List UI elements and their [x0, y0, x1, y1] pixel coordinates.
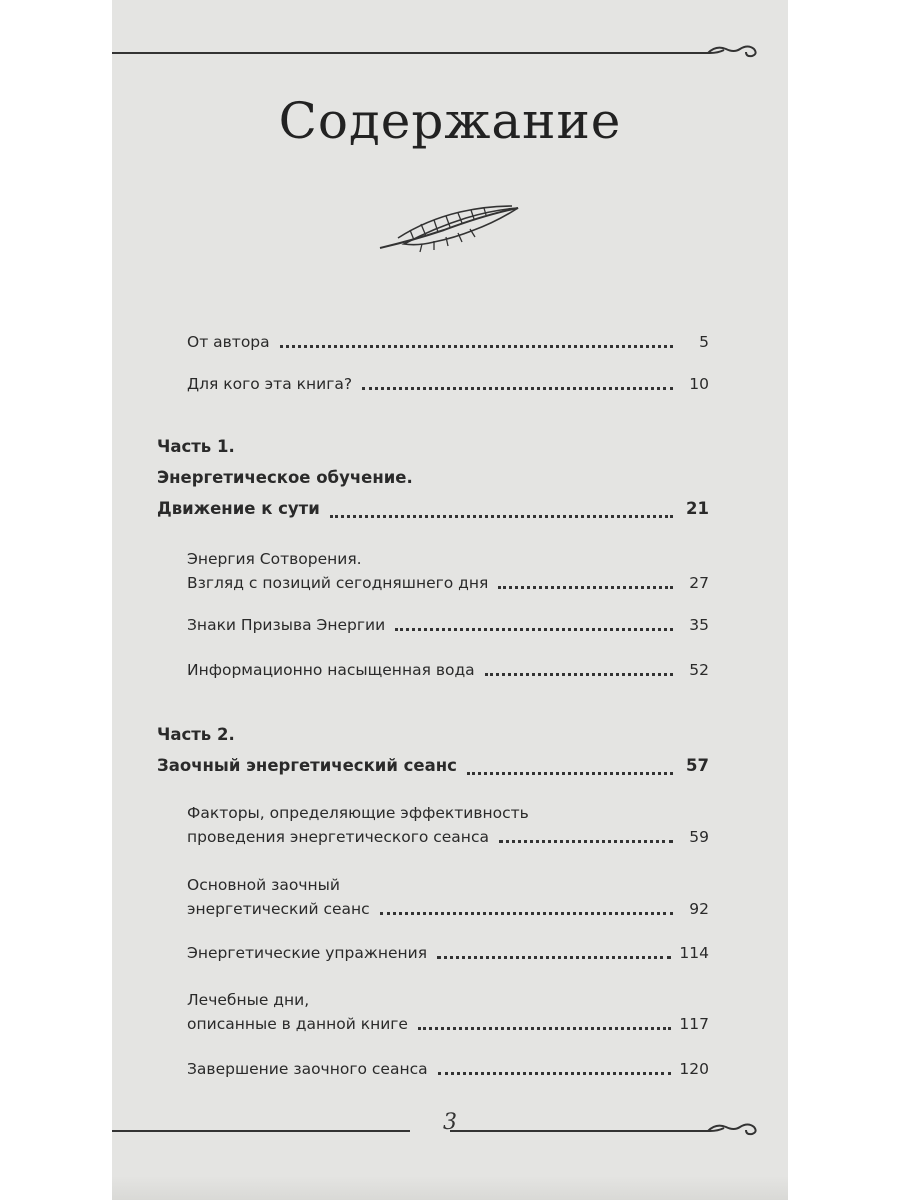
- dot-leader: [280, 345, 673, 348]
- toc-page-number: 52: [689, 661, 709, 679]
- toc-entry[interactable]: [187, 613, 709, 637]
- toc-entry[interactable]: [187, 330, 709, 354]
- toc-part-entry[interactable]: [157, 719, 709, 781]
- toc-page-number: 57: [686, 756, 709, 775]
- toc-page-number: 117: [679, 1015, 709, 1033]
- toc-page-number: 35: [689, 616, 709, 634]
- toc-page-number: 5: [699, 333, 709, 351]
- toc-entry[interactable]: [187, 941, 709, 965]
- toc-page-number: 27: [689, 574, 709, 592]
- dot-leader: [380, 912, 673, 915]
- toc-entry-title: Взгляд с позиций сегодняшнего дня: [187, 574, 489, 592]
- toc-entry-title: Основной заочный: [187, 876, 340, 894]
- dot-leader: [395, 628, 673, 631]
- toc-entry[interactable]: [187, 1057, 709, 1081]
- dot-leader: [438, 1072, 672, 1075]
- toc-part-label: Часть 2.: [157, 725, 235, 744]
- toc-entry-title: Факторы, определяющие эффективность: [187, 804, 529, 822]
- toc-entry-title: энергетический сеанс: [187, 900, 370, 918]
- toc-entry-title: Знаки Призыва Энергии: [187, 616, 386, 634]
- dot-leader: [498, 586, 673, 589]
- toc-part-title: Движение к сути: [157, 499, 320, 518]
- dot-leader: [499, 840, 673, 843]
- toc-part-title: Энергетическое обучение.: [157, 468, 413, 487]
- book-page: [112, 0, 788, 1200]
- toc-entry-title: Завершение заочного сеанса: [187, 1060, 428, 1078]
- toc-page-number: 21: [686, 499, 709, 518]
- toc-page-number: 92: [689, 900, 709, 918]
- toc-page-number: 59: [689, 828, 709, 846]
- dot-leader: [467, 772, 673, 775]
- toc-entry[interactable]: [187, 988, 709, 1036]
- dot-leader: [437, 956, 671, 959]
- top-ornament-rule: [112, 36, 788, 66]
- toc-entry[interactable]: [187, 547, 709, 595]
- toc-part-label: Часть 1.: [157, 437, 235, 456]
- toc-entry-title: Энергетические упражнения: [187, 944, 428, 962]
- toc-page-number: 120: [679, 1060, 709, 1078]
- toc-entry-title: От автора: [187, 333, 270, 351]
- toc-entry[interactable]: [187, 801, 709, 849]
- feather-icon: [374, 200, 524, 258]
- toc-entry[interactable]: [187, 658, 709, 682]
- toc-part-entry[interactable]: [157, 431, 709, 524]
- toc-entry-title: Для кого эта книга?: [187, 375, 353, 393]
- toc-page-number: 114: [679, 944, 709, 962]
- dot-leader: [418, 1027, 671, 1030]
- toc-entry-title: Энергия Сотворения.: [187, 550, 362, 568]
- toc-page-number: 10: [689, 375, 709, 393]
- toc-entry-title: Лечебные дни,: [187, 991, 310, 1009]
- toc-entry-title: Информационно насыщенная вода: [187, 661, 475, 679]
- dot-leader: [485, 673, 673, 676]
- toc-entry[interactable]: [187, 873, 709, 921]
- toc-part-title: Заочный энергетический сеанс: [157, 756, 457, 775]
- toc-entry-title: описанные в данной книге: [187, 1015, 408, 1033]
- page-number: 3: [443, 1110, 457, 1135]
- page-title: Содержание: [278, 92, 622, 150]
- dot-leader: [362, 387, 673, 390]
- toc-entry-title: проведения энергетического сеанса: [187, 828, 489, 846]
- dot-leader: [330, 515, 673, 518]
- toc-entry[interactable]: [187, 372, 709, 396]
